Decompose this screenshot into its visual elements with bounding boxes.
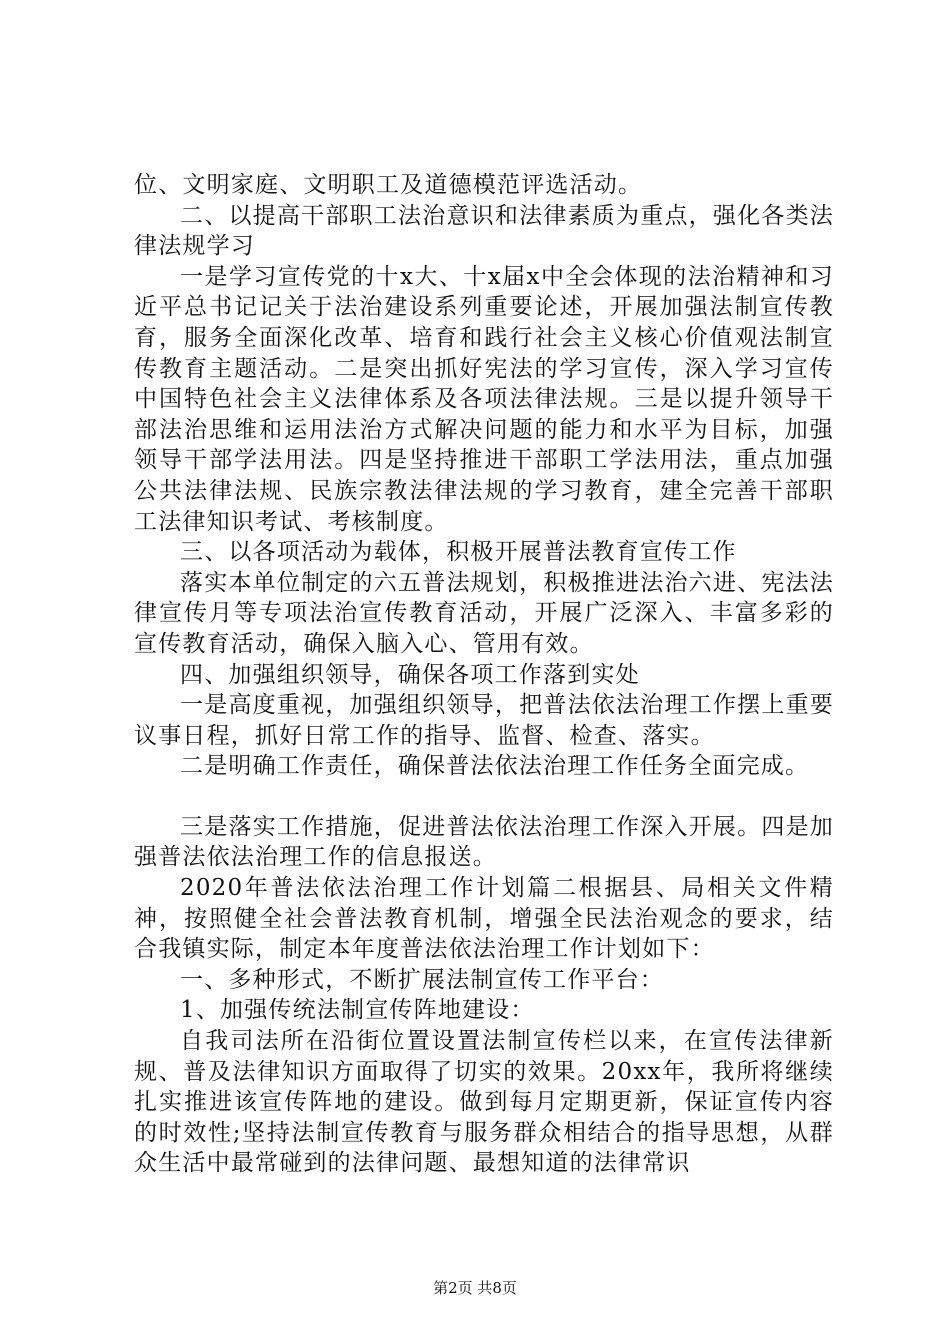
paragraph-13: 自我司法所在沿街位置设置法制宣传栏以来，在宣传法律新规、普及法律知识方面取得了切实的效果。20xx年，我所将继续扎实推进该宣传阵地的建设。做到每月定期更新，保证宣传内容的时效性;坚持法制宣传教育与服务群众相结合的指导思想，从群众生活中最常碰到的法律问题、最想知道的法律常识 xyxy=(134,1028,834,1177)
paragraph-11: 一、多种形式，不断扩展法制宣传工作平台： xyxy=(180,966,664,993)
paragraph-8: 二是明确工作责任，确保普法依法治理工作任务全面完成。 xyxy=(180,753,810,780)
document-body xyxy=(134,170,834,1179)
paragraph-7: 一是高度重视，加强组织领导，把普法依法治理工作摆上重要议事日程，抓好日常工作的指导、监督、检查、落实。 xyxy=(134,692,834,749)
paragraph-9: 三是落实工作措施，促进普法依法治理工作深入开展。四是加强普法依法治理工作的信息报送。 xyxy=(134,813,834,871)
paragraph-gap xyxy=(134,782,834,812)
paragraph-3: 一是学习宣传党的十x大、十x届x中全会体现的法治精神和习近平总书记记关于法治建设系列重要论述，开展加强法制宣传教育，服务全面深化改革、培育和践行社会主义核心价值观法制宣传教育主题活动。二是突出抓好宪法的学习宣传，深入学习宣传中国特色社会主义法律体系及各项法律法规。三是以提升领导干部法治思维和运用法治方式解决问题的能力和水平为目标，加强领导干部学法用法。四是坚持推进干部职工学法用法，重点加强公共法律法规、民族宗教法律法规的学习教育，建全完善干部职工法律知识考试、考核制度。 xyxy=(134,263,834,535)
paragraph-4: 三、以各项活动为载体，积极开展普法教育宣传工作 xyxy=(180,539,737,566)
paragraph-2: 二、以提高干部职工法治意识和法律素质为重点，强化各类法律法规学习 xyxy=(134,202,834,260)
page-number-footer: 第2页 共8页 xyxy=(433,1279,517,1297)
paragraph-12: 1、加强传统法制宣传阵地建设： xyxy=(180,997,535,1024)
paragraph-10: 2020年普法依法治理工作计划篇二根据县、局相关文件精神，按照健全社会普法教育机制，增强全民法治观念的要求，结合我镇实际，制定本年度普法依法治理工作计划如下： xyxy=(134,875,834,963)
paragraph-6: 四、加强组织领导，确保各项工作落到实处 xyxy=(180,661,640,688)
paragraph-1: 位、文明家庭、文明职工及道德模范评选活动。 xyxy=(134,172,643,198)
paragraph-5: 落实本单位制定的六五普法规划，积极推进法治六进、宪法法律宣传月等专项法治宣传教育活动，开展广泛深入、丰富多彩的宣传教育活动，确保入脑入心、管用有效。 xyxy=(134,569,834,657)
